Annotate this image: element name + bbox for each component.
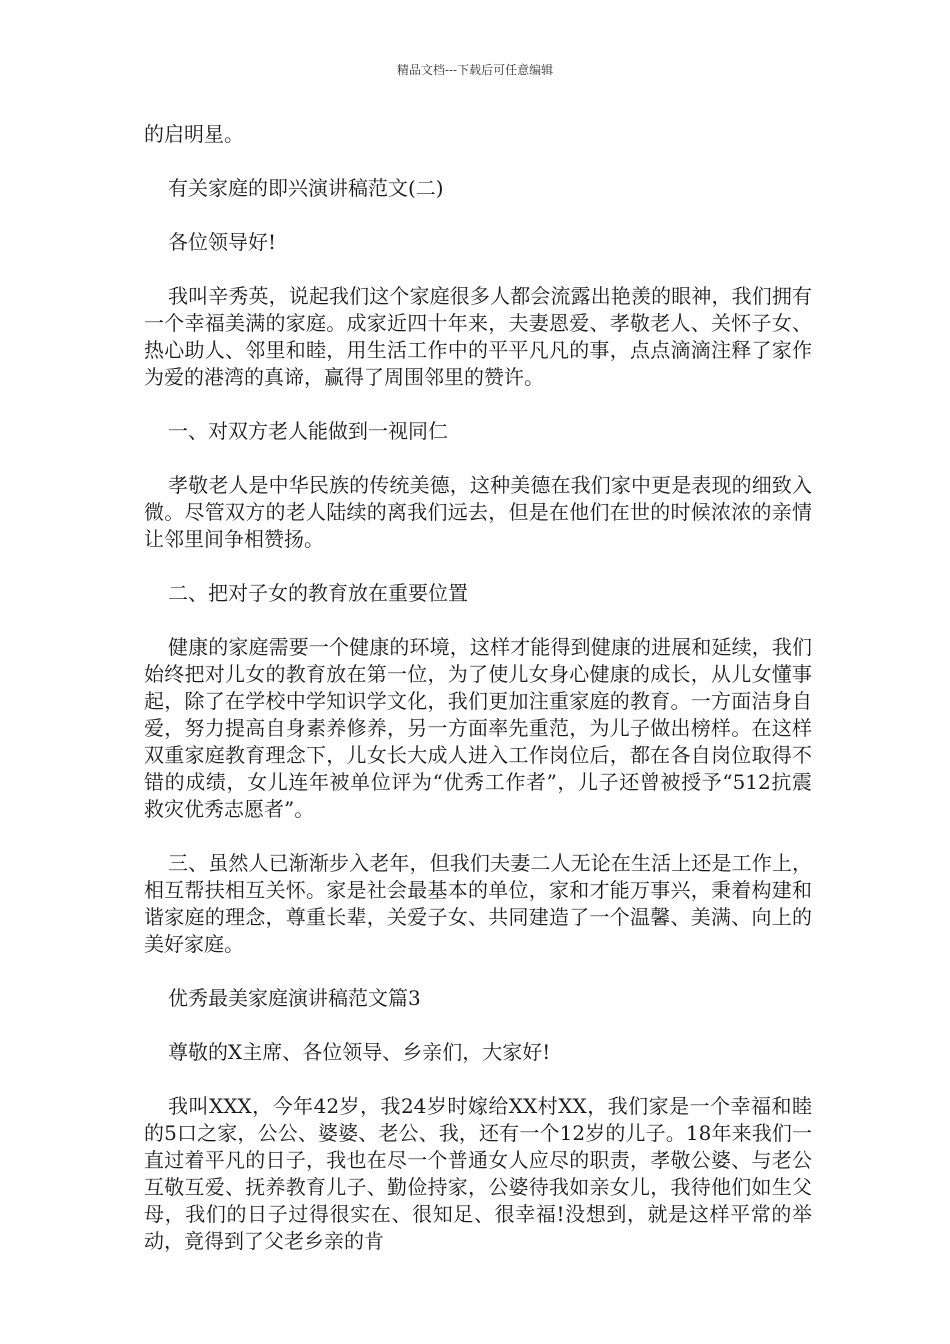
paragraph-elders: 孝敬老人是中华民族的传统美德，这种美德在我们家中更是表现的细致入微。尽管双方的老人陆续的离我们远去，但是在他们在世的时候浓浓的亲情让邻里间争相赞扬。 — [144, 473, 812, 551]
greeting: 各位领导好! — [168, 230, 277, 254]
document-body — [144, 121, 812, 1282]
subheading-children: 二、把对子女的教育放在重要位置 — [168, 581, 468, 605]
section-title: 有关家庭的即兴演讲稿范文(二) — [168, 176, 444, 200]
continuation-line: 的启明星。 — [144, 122, 244, 146]
greeting: 尊敬的X主席、各位领导、乡亲们，大家好! — [168, 1040, 551, 1064]
paragraph-children: 健康的家庭需要一个健康的环境，这样才能得到健康的进展和延续，我们始终把对儿女的教育放在第一位，为了使儿女身心健康的成长，从儿女懂事起，除了在学校中学知识学文化，我们更加注重家庭的教育。一方面洁身自爱，努力提高自身素养修养，另一方面率先重范，为儿子做出榜样。在这样双重家庭教育理念下，儿女长大成人进入工作岗位后，都在各自岗位取得不错的成绩，女儿连年被单位评为“优秀工作者”，儿子还曾被授予“512抗震救灾优秀志愿者”。 — [144, 635, 812, 821]
section-title: 优秀最美家庭演讲稿范文篇3 — [168, 986, 421, 1010]
subheading-elders: 一、对双方老人能做到一视同仁 — [168, 419, 448, 443]
paragraph-last: 我叫XXX，今年42岁，我24岁时嫁给XX村XX，我们家是一个幸福和睦的5口之家，公公、婆婆、老公、我，还有一个12岁的儿子。18年来我们一直过着平凡的日子，我也在尽一个普通女人应尽的职责，孝敬公婆、与老公互敬互爱、抚养教育儿子、勤俭持家，公婆待我如亲女儿，我待他们如生父母，我们的日子过得很实在、很知足、很幸福!没想到，就是这样平常的举动，竟得到了父老乡亲的肯 — [144, 1094, 812, 1253]
page-header: 精品文档---下载后可任意编辑 — [396, 63, 554, 77]
paragraph-intro: 我叫辛秀英，说起我们这个家庭很多人都会流露出艳羡的眼神，我们拥有一个幸福美满的家庭。成家近四十年来，夫妻恩爱、孝敬老人、关怀子女、热心助人、邻里和睦，用生活工作中的平平凡凡的事，点点滴滴注释了家作为爱的港湾的真谛，赢得了周围邻里的赞许。 — [144, 284, 812, 389]
paragraph-third: 三、虽然人已渐渐步入老年，但我们夫妻二人无论在生活上还是工作上，相互帮扶相互关怀。家是社会最基本的单位，家和才能万事兴，秉着构建和谐家庭的理念，尊重长辈，关爱子女、共同建造了一个温馨、美满、向上的美好家庭。 — [144, 851, 812, 956]
